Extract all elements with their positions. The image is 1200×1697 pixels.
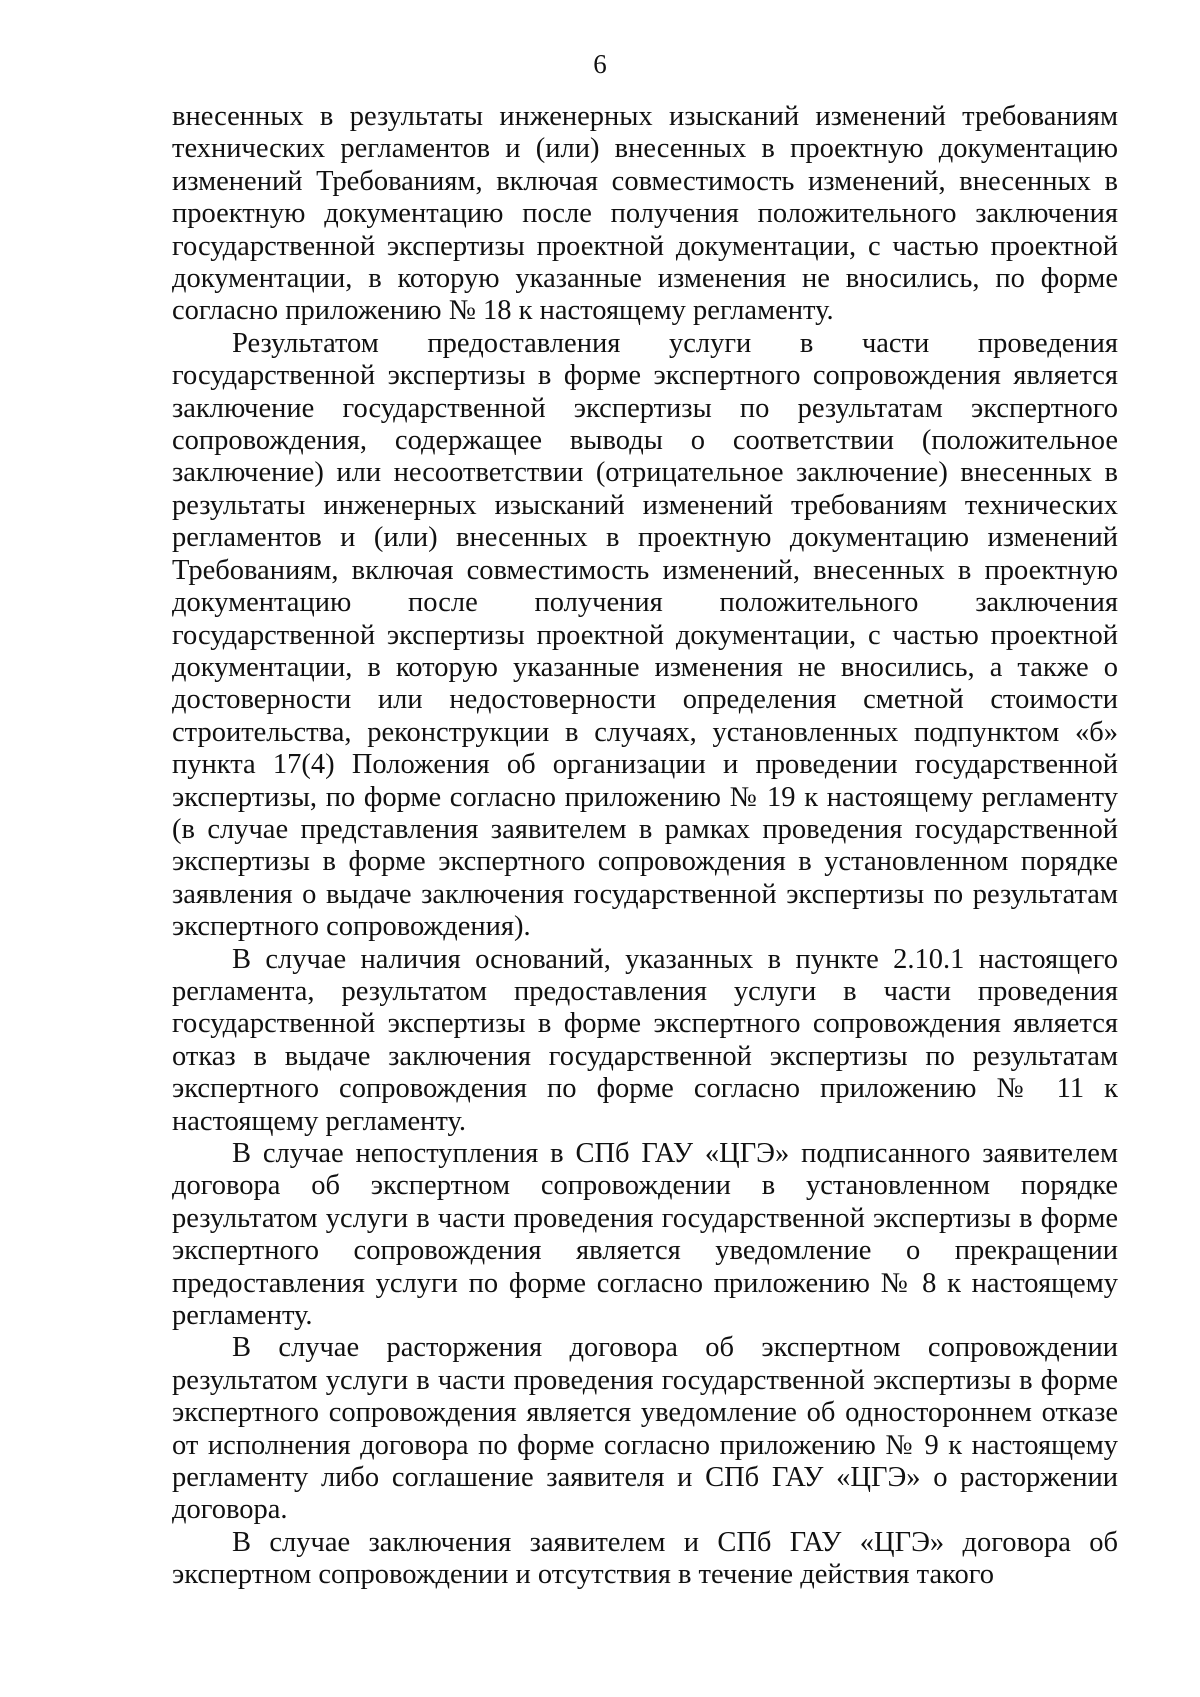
document-body — [172, 101, 1118, 1592]
paragraph-refusal-grounds: В случае наличия оснований, указанных в пункте 2.10.1 настоящего регламента, результатом предоставления услуги в части проведения государственной экспертизы в форме экспертного сопровождения является отказ в выдаче заключения государственной экспертизы по результатам экспертного сопровождения по форме согласно приложению № 11 к настоящему регламенту. — [172, 943, 1118, 1137]
paragraph-contract-not-received: В случае непоступления в СПб ГАУ «ЦГЭ» подписанного заявителем договора об экспертном сопровождении в установленном порядке результатом услуги в части проведения государственной экспертизы в форме экспертного сопровождения является уведомление о прекращении предоставления услуги по форме согласно приложению № 8 к настоящему регламенту. — [172, 1138, 1118, 1332]
paragraph-expert-support-result: Результатом предоставления услуги в части проведения государственной экспертизы в форме экспертного сопровождения является заключение государственной экспертизы по результатам экспертного сопровождения, содержащее выводы о соответствии (положительное заключение) или несоответствии (отрицательное заключение) внесенных в результаты инженерных изысканий изменений требованиям технических регламентов и (или) внесенных в проектную документацию изменений Требованиям, включая совместимость изменений, внесенных в проектную документацию после получения положительного заключения государственной экспертизы проектной документации, с частью проектной документации, в которую указанные изменения не вносились, а также о достоверности или недостоверности определения сметной стоимости строительства, реконструкции в случаях, установленных подпунктом «б» пункта 17(4) Положения об организации и проведении государственной экспертизы, по форме согласно приложению № 19 к настоящему регламенту (в случае представления заявителем в рамках проведения государственной экспертизы в форме экспертного сопровождения в установленном порядке заявления о выдаче заключения государственной экспертизы по результатам экспертного сопровождения). — [172, 327, 1118, 943]
paragraph-contract-concluded: В случае заключения заявителем и СПб ГАУ «ЦГЭ» договора об экспертном сопровождении и отсутствия в течение действия такого — [172, 1526, 1118, 1591]
paragraph-contract-termination: В случае расторжения договора об экспертном сопровождении результатом услуги в части проведения государственной экспертизы в форме экспертного сопровождения является уведомление об одностороннем отказе от исполнения договора по форме согласно приложению № 9 к настоящему регламенту либо соглашение заявителя и СПб ГАУ «ЦГЭ» о расторжении договора. — [172, 1332, 1118, 1526]
page-number: 6 — [593, 49, 607, 79]
paragraph-continuation: внесенных в результаты инженерных изысканий изменений требованиям технических регламентов и (или) внесенных в проектную документацию изменений Требованиям, включая совместимость изменений, внесенных в проектную документацию после получения положительного заключения государственной экспертизы проектной документации, с частью проектной документации, в которую указанные изменения не вносились, по форме согласно приложению № 18 к настоящему регламенту. — [172, 101, 1118, 327]
